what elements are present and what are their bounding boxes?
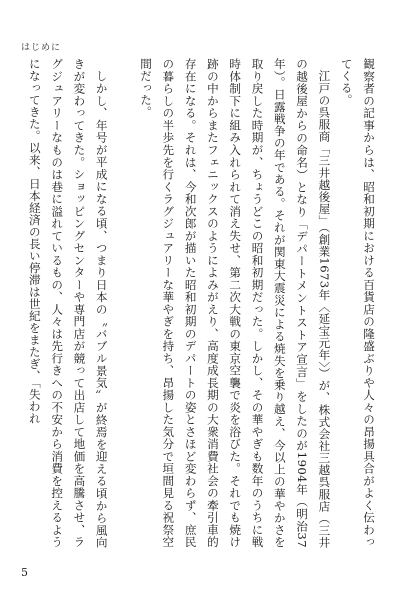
paragraph-3: しかし、年号が平成になる頃、つまり日本の〝バブル景気〟が終焉を迎える頃から風向きが変わってきた。ショッピングセンターや専門店が競って出店して地価を高騰させ、ラグジュアリーなものは巷に溢れているもの、人々は先行きへの不安から消費を控えるようになってきた。以来、日本経済の長い停滞は世紀をまたぎ、「失われ <box>27 58 109 548</box>
running-head: はじめに <box>21 43 62 53</box>
body-text <box>24 58 380 548</box>
paragraph-2: 江戸の呉服商「三井越後屋」（創業1673年〈延宝元年〉）が、株式会社三越呉服店（三井の越後屋からの命名）となり「デパートメントストア宣言」をしたのが1904年（明治37年）。日露戦争の年である。それが関東大震災による焼失を乗り越え、今以上の華やかさを取り戻した時期が、ちょうどこの昭和初期だった。しかし、その華やぎも数年のうちに戦時体制下に組み入れられて消え失せ、第二次大戦の東京空襲で炎を浴びた。それでも焼け跡の中からまたフェニックスのようによみがえり、高度成長期の大衆消費社会の牽引車的存在になる。それは、今和次郎が描いた昭和初期のデパートの姿とさほど変わらず、庶民の暮らしの半歩先を行くラグジュアリーな華やぎを持ち、昂揚した気分で垣間見る祝祭空間だった。 <box>139 58 332 548</box>
page-number: 5 <box>21 566 28 579</box>
paragraph-1: 観察者の記事からは、昭和初期における百貨店の隆盛ぶりや人々の昂揚具合がよく伝わってくる。 <box>339 58 376 548</box>
